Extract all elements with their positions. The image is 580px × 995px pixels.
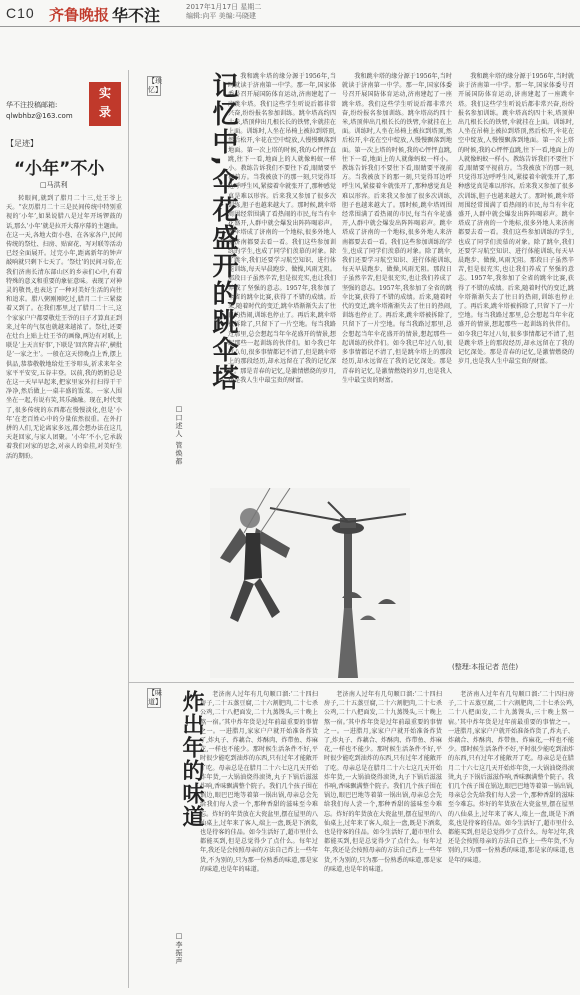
article2-text-3: 老济南人过年有几句顺口溜:‘二十四扫房子,二十五蒸豆腐,二十六割肥肉,二十七杀公鸡,二十八把面发,二十九蒸馒头,三十晚上熬一宿。’其中炸年货是过年前最重要的事情之一。一进腊月,家家户户就开始准备炸货了,炸丸子、炸藕合、炸酥肉、炸带鱼、炸麻花,一样也不能少。那时候生活条件不好,平时很少能吃到油炸的东西,只有过年才能敞开了吃。母亲总是在腊月二十六七这几天开始炸年货,一大锅油烧得滚烫,丸子下锅后滋滋作响,香味飘满整个院子。我们几个孩子围在锅边,眼巴巴地等着第一锅出锅,母亲总会先给我们每人尝一个,那种香甜的滋味至今难忘。炸好的年货放在大瓷盆里,摆在屋里的八仙桌上,过年来了客人,端上一盘,既是下酒菜,也是待客的佳品。如今生活好了,超市里什么都能买到,但是总觉得少了点什么。每年过年,我还是会按照母亲的方法自己炸上一些年货,不为别的,只为那一份熟悉的味道,那是家的味道,也是年的味道。 <box>448 691 574 864</box>
left-article-author: □马洪利 <box>40 181 68 189</box>
page-number: C10 <box>6 5 35 21</box>
article2-title: 炸出年的味道 <box>179 690 204 828</box>
left-article-body <box>6 194 122 984</box>
article2-tag: 【味道】 <box>148 689 162 706</box>
section-divider <box>128 682 574 683</box>
header-editors: 编辑:向平 美编:马晓建 <box>186 12 256 20</box>
article1-column-1 <box>228 72 336 482</box>
submission-label: 华不注投稿邮箱: <box>6 101 58 109</box>
article1-title: 记忆中,伞花盛开的跳伞塔 <box>208 72 238 392</box>
article1-tag: 【琐忆】 <box>148 77 162 94</box>
article1-text-3: 我和跳伞塔的缘分源于1956年,当时就读于济南第一中学。那一年,国家体委号召开展国防体育运动,济南建起了一座跳伞塔。我们这些学生听说后都非常兴奋,纷纷报名参加训练。跳伞塔高约四十米,塔顶伸出几根长长的铁臂,伞就挂在上面。训练时,人坐在吊椅上被拉到塔顶,然后松开,伞花在空中绽放,人慢慢飘落到地面。第一次上塔的时候,我的心怦怦直跳,往下一看,地面上的人就像蚂蚁一样小。教练告诉我们不要往下看,眼睛要平视前方。当我被放下的那一刻,只觉得耳边呼呼生风,紧接着伞就张开了,那种感觉真是难以形容。后来我又参加了很多次训练,胆子也越来越大了。那时候,跳伞塔周围经常围满了看热闹的市民,每当有伞花盛开,人群中就会爆发出阵阵喝彩声。跳伞塔成了济南的一个地标,很多外地人来济南都要去看一看。我们这些参加训练的学生,也成了同学们羡慕的对象。除了跳伞,我们还要学习航空知识、进行体能训练,每天早晨跑步、做操,风雨无阻。那段日子虽然辛苦,但是很充实,也让我们养成了坚强的意志。1957年,我参加了全省的跳伞比赛,获得了不错的成绩。后来,随着时代的变迁,跳伞塔渐渐失去了往日的热闹,训练也停止了。再后来,跳伞塔被拆除了,只留下了一片空地。每当我路过那里,总会想起当年伞花盛开的情景,想起那些一起训练的伙伴们。如今我已年过八旬,很多事情都记不清了,但是跳伞塔上的那段经历,却永远留在了我的记忆深处。那是青春的记忆,是激情燃烧的岁月,也是我人生中最宝贵的财富。 <box>458 73 574 366</box>
article2-author: □李振声 <box>175 932 183 965</box>
submission-email[interactable]: qlwbhbz@163.com <box>6 112 73 120</box>
article1-column-3 <box>458 72 574 660</box>
article1-text-1: 我和跳伞塔的缘分源于1956年,当时就读于济南第一中学。那一年,国家体委号召开展国防体育运动,济南建起了一座跳伞塔。我们这些学生听说后都非常兴奋,纷纷报名参加训练。跳伞塔高约四十米,塔顶伸出几根长长的铁臂,伞就挂在上面。训练时,人坐在吊椅上被拉到塔顶,然后松开,伞花在空中绽放,人慢慢飘落到地面。第一次上塔的时候,我的心怦怦直跳,往下一看,地面上的人就像蚂蚁一样小。教练告诉我们不要往下看,眼睛要平视前方。当我被放下的那一刻,只觉得耳边呼呼生风,紧接着伞就张开了,那种感觉真是难以形容。后来我又参加了很多次训练,胆子也越来越大了。那时候,跳伞塔周围经常围满了看热闹的市民,每当有伞花盛开,人群中就会爆发出阵阵喝彩声。跳伞塔成了济南的一个地标,很多外地人来济南都要去看一看。我们这些参加训练的学生,也成了同学们羡慕的对象。除了跳伞,我们还要学习航空知识、进行体能训练,每天早晨跑步、做操,风雨无阻。那段日子虽然辛苦,但是很充实,也让我们养成了坚强的意志。1957年,我参加了全省的跳伞比赛,获得了不错的成绩。后来,随着时代的变迁,跳伞塔渐渐失去了往日的热闹,训练也停止了。再后来,跳伞塔被拆除了,只留下了一片空地。每当我路过那里,总会想起当年伞花盛开的情景,想起那些一起训练的伙伴们。如今我已年过八旬,很多事情都记不清了,但是跳伞塔上的那段经历,却永远留在了我的记忆深处。那是青春的记忆,是激情燃烧的岁月,也是我人生中最宝贵的财富。 <box>228 73 336 384</box>
article2-text-1: 老济南人过年有几句顺口溜:‘二十四扫房子,二十五蒸豆腐,二十六割肥肉,二十七杀公鸡,二十八把面发,二十九蒸馒头,三十晚上熬一宿。’其中炸年货是过年前最重要的事情之一。一进腊月,家家户户就开始准备炸货了,炸丸子、炸藕合、炸酥肉、炸带鱼、炸麻花,一样也不能少。那时候生活条件不好,平时很少能吃到油炸的东西,只有过年才能敞开了吃。母亲总是在腊月二十六七这几天开始炸年货,一大锅油烧得滚烫,丸子下锅后滋滋作响,香味飘满整个院子。我们几个孩子围在锅边,眼巴巴地等着第一锅出锅,母亲总会先给我们每人尝一个,那种香甜的滋味至今难忘。炸好的年货放在大瓷盆里,摆在屋里的八仙桌上,过年来了客人,端上一盘,既是下酒菜,也是待客的佳品。如今生活好了,超市里什么都能买到,但是总觉得少了点什么。每年过年,我还是会按照母亲的方法自己炸上一些年货,不为别的,只为那一份熟悉的味道,那是家的味道,也是年的味道。 <box>200 691 318 873</box>
section-badge <box>89 82 121 126</box>
badge-label: 实录 <box>98 86 111 119</box>
header-date: 2017年1月17日 星期二 <box>186 3 262 11</box>
article2-column-1 <box>200 690 318 988</box>
article1-column-2 <box>342 72 452 482</box>
left-column-tag: 【足迹】 <box>6 139 38 148</box>
section-title: 华不注 <box>112 6 161 25</box>
header-meta <box>186 3 261 21</box>
left-article-text: 转眼间,就到了腊月二十三,灶王爷上天。“农历腊月二十三是民间传统中特别重视的‘小年’,如果说腊八是过年开场锣鼓的话,那么‘小年’就是拉开大幕序幕的主题曲。在这一天,各地大街小巷、在各家各户,民间传统的祭灶、扫房、贴窗花、写对联等活动已经全面展开。过完小年,距离新年的钟声敲响就只剩下七天了。‘祭灶’的民间习俗,在我们济南长清东部山区的乡亲们心中,有着特殊的意义和重要的象征意味。表现了对神灵的敬畏,也表达了一种对美好生活的向往和追求。腊八粥刚刚吃过,腊月二十三紧接着又到了。在我们那里,过了腊月二十三,这个家家户户都要敬灶王爷的日子才算真正到来,过年的气氛也就越来越浓了。祭灶,还要在灶台上贴上灶王爷的画像,两边有对联,上联是‘上天言好事’,下联是‘回宫降吉祥’,横批是‘一家之主’。一般在这天傍晚点上香,摆上供品,恭恭敬敬地给灶王爷叩头,祈求来年全家平平安安,五谷丰登。以前,我的奶奶总是在这一天早早起来,把家里家外打扫得干干净净,然后做上一桌丰盛的饭菜。一家人围坐在一起,有说有笑,其乐融融。现在,时代变了,很多传统的东西都在慢慢淡化,但是‘小年’在老百姓心中的分量依然很重。在外打拼的人们,无论离家多远,都会想办法在这几天赶回家,与家人团聚。‘小年’不小,它承载着我们对家的思念,对亲人的牵挂,对美好生活的期盼。 <box>6 195 122 460</box>
submission-info <box>6 100 86 122</box>
page-header <box>0 0 580 27</box>
parachute-photo-svg <box>210 488 410 678</box>
article2-text-2: 老济南人过年有几句顺口溜:‘二十四扫房子,二十五蒸豆腐,二十六割肥肉,二十七杀公鸡,二十八把面发,二十九蒸馒头,三十晚上熬一宿。’其中炸年货是过年前最重要的事情之一。一进腊月,家家户户就开始准备炸货了,炸丸子、炸藕合、炸酥肉、炸带鱼、炸麻花,一样也不能少。那时候生活条件不好,平时很少能吃到油炸的东西,只有过年才能敞开了吃。母亲总是在腊月二十六七这几天开始炸年货,一大锅油烧得滚烫,丸子下锅后滋滋作响,香味飘满整个院子。我们几个孩子围在锅边,眼巴巴地等着第一锅出锅,母亲总会先给我们每人尝一个,那种香甜的滋味至今难忘。炸好的年货放在大瓷盆里,摆在屋里的八仙桌上,过年来了客人,端上一盘,既是下酒菜,也是待客的佳品。如今生活好了,超市里什么都能买到,但是总觉得少了点什么。每年过年,我还是会按照母亲的方法自己炸上一些年货,不为别的,只为那一份熟悉的味道,那是家的味道,也是年的味道。 <box>324 691 442 873</box>
article1-author: □口述人 管焕都 <box>175 405 183 466</box>
parachute-tower-photo <box>210 488 410 678</box>
brand-logo: 齐鲁晚报 <box>49 6 110 24</box>
column-divider <box>128 70 129 988</box>
article2-column-3 <box>448 690 574 988</box>
left-article-title: “小年”不小 <box>14 159 105 179</box>
article1-text-2: 我和跳伞塔的缘分源于1956年,当时就读于济南第一中学。那一年,国家体委号召开展国防体育运动,济南建起了一座跳伞塔。我们这些学生听说后都非常兴奋,纷纷报名参加训练。跳伞塔高约四十米,塔顶伸出几根长长的铁臂,伞就挂在上面。训练时,人坐在吊椅上被拉到塔顶,然后松开,伞花在空中绽放,人慢慢飘落到地面。第一次上塔的时候,我的心怦怦直跳,往下一看,地面上的人就像蚂蚁一样小。教练告诉我们不要往下看,眼睛要平视前方。当我被放下的那一刻,只觉得耳边呼呼生风,紧接着伞就张开了,那种感觉真是难以形容。后来我又参加了很多次训练,胆子也越来越大了。那时候,跳伞塔周围经常围满了看热闹的市民,每当有伞花盛开,人群中就会爆发出阵阵喝彩声。跳伞塔成了济南的一个地标,很多外地人来济南都要去看一看。我们这些参加训练的学生,也成了同学们羡慕的对象。除了跳伞,我们还要学习航空知识、进行体能训练,每天早晨跑步、做操,风雨无阻。那段日子虽然辛苦,但是很充实,也让我们养成了坚强的意志。1957年,我参加了全省的跳伞比赛,获得了不错的成绩。后来,随着时代的变迁,跳伞塔渐渐失去了往日的热闹,训练也停止了。再后来,跳伞塔被拆除了,只留下了一片空地。每当我路过那里,总会想起当年伞花盛开的情景,想起那些一起训练的伙伴们。如今我已年过八旬,很多事情都记不清了,但是跳伞塔上的那段经历,却永远留在了我的记忆深处。那是青春的记忆,是激情燃烧的岁月,也是我人生中最宝贵的财富。 <box>342 73 452 384</box>
article2-column-2 <box>324 690 442 988</box>
article1-credit: (整理:本报记者 范佳) <box>452 663 519 671</box>
